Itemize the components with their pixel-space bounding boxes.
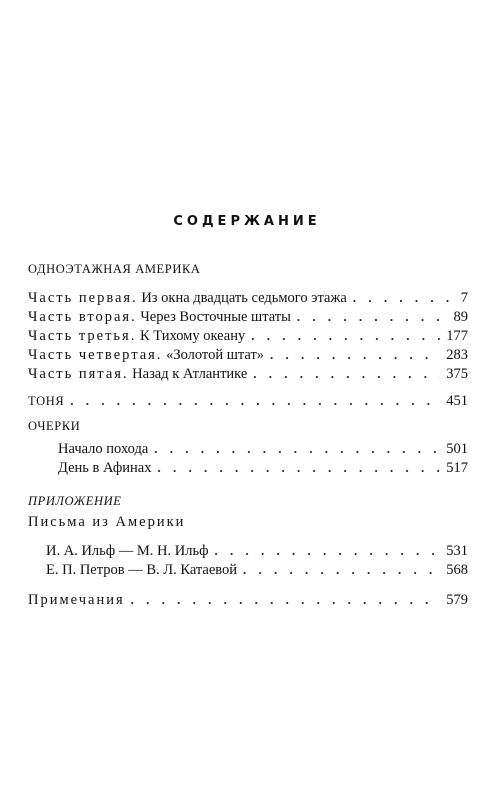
page-number: 177 (446, 328, 468, 344)
leader-dots (154, 441, 440, 457)
toc-entry-essay-1 (58, 441, 468, 459)
leader-dots (158, 460, 441, 476)
letter-title: Е. П. Петров — В. Л. Катаевой (46, 562, 238, 578)
part-lead: Часть третья. (28, 328, 137, 344)
page-number: 501 (446, 441, 468, 457)
leader-dots (297, 309, 448, 325)
toc-entry-part-3 (28, 328, 468, 346)
essay-title: Начало похода (58, 441, 149, 457)
part-lead: Часть первая. (28, 290, 138, 306)
leader-dots (131, 592, 441, 608)
page-number: 451 (446, 393, 468, 409)
page-number: 89 (453, 309, 468, 325)
toc-entry-letter-1 (46, 543, 468, 561)
toc-entry-part-1 (28, 290, 468, 308)
part-title: К Тихому океану (139, 328, 246, 344)
part-lead: Часть пятая. (28, 366, 129, 382)
part-title: Из окна двадцать седьмого этажа (141, 290, 347, 306)
page-number: 568 (446, 562, 468, 578)
page-number: 517 (446, 460, 468, 476)
leader-dots (253, 366, 440, 382)
essay-title: День в Афинах (58, 460, 152, 476)
page-number: 283 (446, 347, 468, 363)
leader-dots (353, 290, 455, 306)
section-essays: ОЧЕРКИ (28, 419, 81, 433)
toc-entry-tonya (28, 393, 468, 411)
letter-title: И. А. Ильф — М. Н. Ильф (46, 543, 209, 559)
page-number: 579 (446, 592, 468, 608)
leader-dots (270, 347, 440, 363)
part-title: «Золотой штат» (166, 347, 265, 363)
part-lead: Часть четвертая. (28, 347, 163, 363)
tonya-title: ТОНЯ (28, 394, 65, 408)
toc-entry-essay-2 (58, 460, 468, 478)
section-appendix: ПРИЛОЖЕНИЕ (28, 494, 122, 508)
section-one-story-america: ОДНОЭТАЖНАЯ АМЕРИКА (28, 262, 201, 276)
page-number: 7 (460, 290, 468, 306)
toc-entry-part-2 (28, 309, 468, 327)
toc-entry-notes (28, 592, 468, 610)
toc-entry-part-5 (28, 366, 468, 384)
leader-dots (215, 543, 441, 559)
page-number: 375 (446, 366, 468, 382)
part-title: Назад к Атлантике (132, 366, 248, 382)
toc-entry-letter-2 (46, 562, 468, 580)
part-lead: Часть вторая. (28, 309, 137, 325)
part-title: Через Восточные штаты (140, 309, 291, 325)
notes-title: Примечания (28, 592, 125, 608)
toc-entry-part-4 (28, 347, 468, 365)
page-number: 531 (446, 543, 468, 559)
letters-heading: Письма из Америки (28, 514, 186, 530)
toc-heading: СОДЕРЖАНИЕ (173, 214, 321, 229)
leader-dots (70, 393, 440, 409)
leader-dots (243, 562, 440, 578)
leader-dots (251, 328, 440, 344)
